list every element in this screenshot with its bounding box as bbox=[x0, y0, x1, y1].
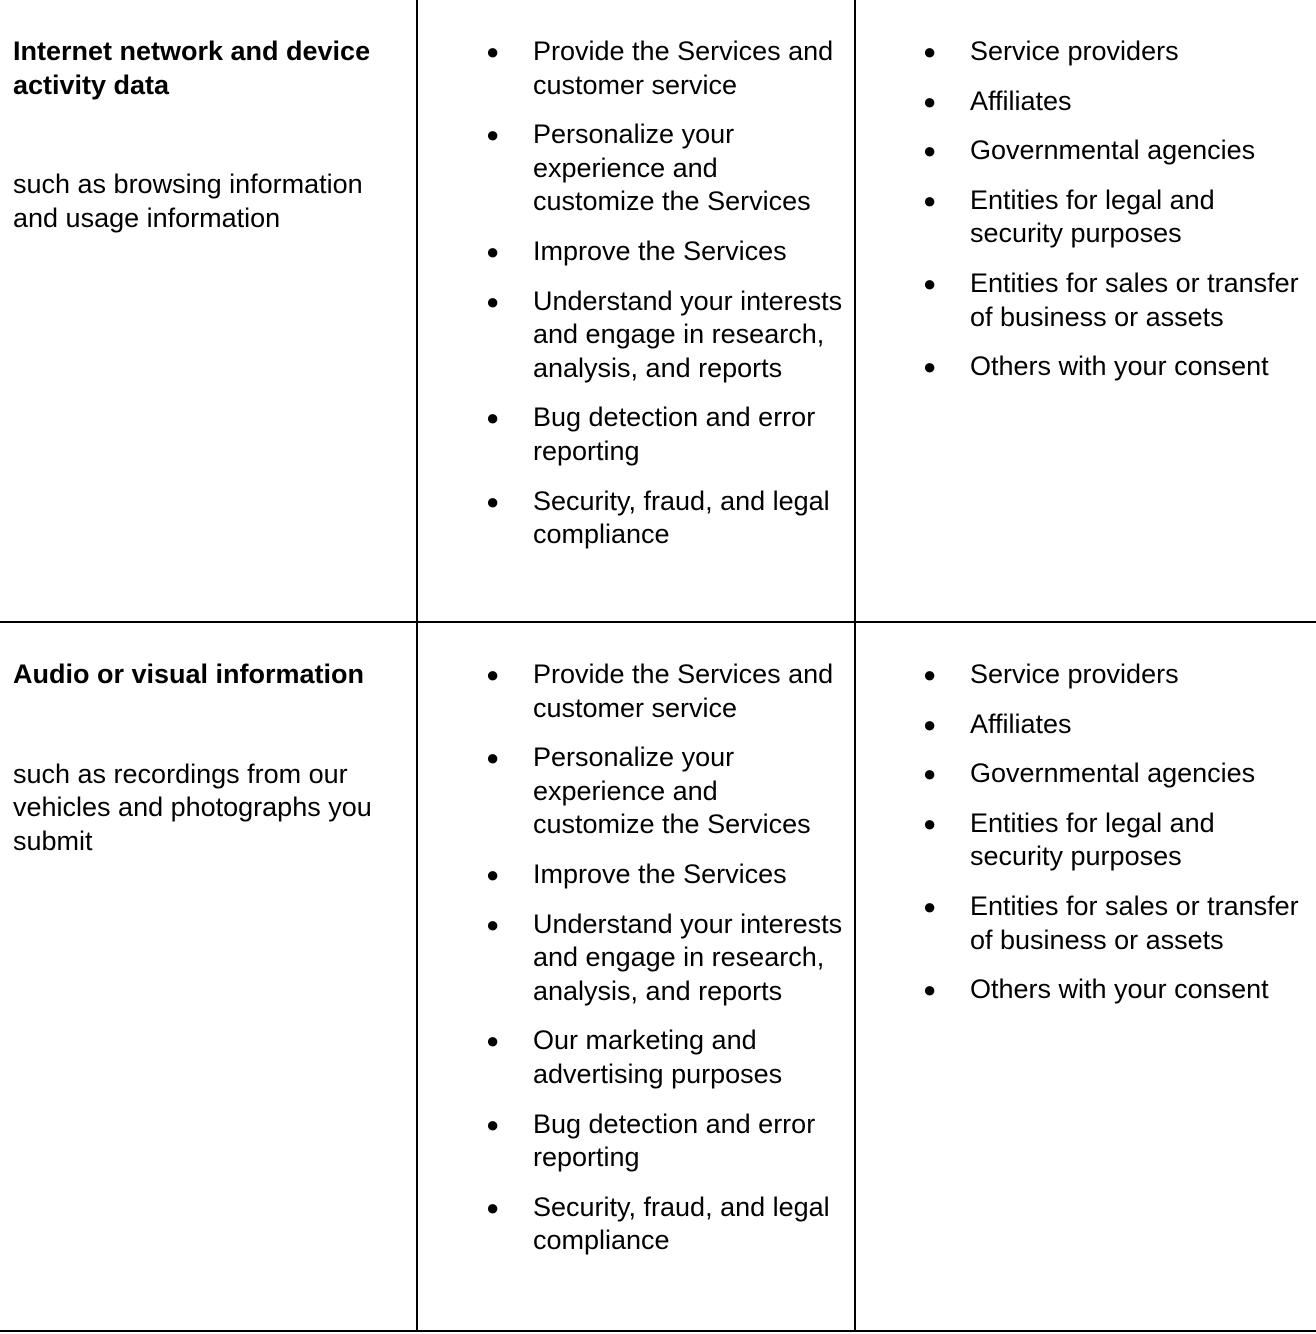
list-item bbox=[418, 1108, 846, 1175]
purposes-cell bbox=[417, 0, 855, 622]
list-item-text: Entities for legal and security purposes bbox=[970, 184, 1215, 249]
list-item bbox=[418, 485, 846, 552]
list-item-text: Our marketing and advertising purposes bbox=[533, 1025, 783, 1089]
list-item bbox=[856, 134, 1310, 168]
bullet-icon: ● bbox=[923, 761, 937, 787]
list-item-text: Service providers bbox=[970, 659, 1179, 689]
list-item bbox=[418, 235, 846, 269]
bullet-icon: ● bbox=[486, 911, 500, 937]
list-item bbox=[418, 35, 846, 102]
recipients-cell bbox=[855, 0, 1316, 622]
purposes-list bbox=[418, 0, 854, 552]
list-item bbox=[418, 908, 846, 1009]
bullet-icon: ● bbox=[923, 270, 937, 296]
category-cell bbox=[0, 622, 417, 1331]
list-item-text: Improve the Services bbox=[533, 858, 787, 889]
list-item-text: Personalize your experience and customize the Services bbox=[533, 119, 811, 217]
bullet-icon: ● bbox=[486, 1194, 500, 1220]
list-item bbox=[418, 118, 846, 219]
bullet-icon: ● bbox=[486, 745, 500, 771]
bullet-icon: ● bbox=[923, 88, 937, 114]
list-item-text: Entities for legal and security purposes bbox=[970, 807, 1215, 872]
bullet-icon: ● bbox=[923, 39, 937, 64]
list-item bbox=[856, 807, 1310, 874]
list-item-text: Personalize your experience and customize the Services bbox=[533, 742, 811, 840]
list-item bbox=[418, 858, 846, 892]
list-item-text: Others with your consent bbox=[970, 351, 1269, 382]
bullet-icon: ● bbox=[923, 810, 937, 836]
list-item-text: Understand your interests and engage in research, analysis, and reports bbox=[533, 908, 843, 1006]
list-item-text: Bug detection and error reporting bbox=[533, 402, 816, 466]
list-item-text: Improve the Services bbox=[533, 235, 787, 266]
bullet-icon: ● bbox=[923, 977, 937, 1003]
list-item-text: Governmental agencies bbox=[970, 135, 1256, 166]
purposes-cell bbox=[417, 622, 855, 1331]
list-item-text: Entities for sales or transfer of business or assets bbox=[970, 890, 1299, 955]
list-item bbox=[418, 401, 846, 468]
recipients-list bbox=[856, 623, 1316, 1007]
bullet-icon: ● bbox=[923, 893, 937, 919]
bullet-icon: ● bbox=[486, 1111, 500, 1137]
table-row bbox=[0, 622, 1316, 1331]
recipients-cell bbox=[855, 622, 1316, 1331]
bullet-icon: ● bbox=[486, 39, 500, 64]
list-item-text: Affiliates bbox=[970, 708, 1072, 739]
bullet-icon: ● bbox=[486, 405, 500, 431]
list-item bbox=[856, 184, 1310, 251]
list-item bbox=[856, 708, 1310, 742]
list-item bbox=[856, 973, 1310, 1007]
bullet-icon: ● bbox=[923, 711, 937, 737]
list-item bbox=[418, 285, 846, 386]
bullet-icon: ● bbox=[923, 187, 937, 213]
list-item bbox=[856, 35, 1310, 69]
category-title: Internet network and device activity data bbox=[13, 36, 371, 100]
list-item-text: Governmental agencies bbox=[970, 758, 1256, 789]
bullet-icon: ● bbox=[486, 662, 500, 687]
bullet-icon: ● bbox=[486, 288, 500, 314]
list-item-text: Provide the Services and customer service bbox=[533, 36, 834, 100]
list-item bbox=[418, 741, 846, 842]
list-item-text: Others with your consent bbox=[970, 974, 1269, 1005]
bullet-icon: ● bbox=[486, 122, 500, 148]
bullet-icon: ● bbox=[486, 238, 500, 264]
list-item-text: Service providers bbox=[970, 36, 1179, 66]
list-item bbox=[856, 757, 1310, 791]
recipients-list bbox=[856, 0, 1316, 384]
list-item bbox=[418, 658, 846, 725]
list-item-text: Security, fraud, and legal compliance bbox=[533, 485, 830, 550]
list-item bbox=[856, 85, 1310, 119]
list-item-text: Understand your interests and engage in research, analysis, and reports bbox=[533, 285, 843, 383]
category-description: such as browsing information and usage information bbox=[13, 169, 363, 233]
list-item-text: Entities for sales or transfer of business or assets bbox=[970, 267, 1299, 332]
list-item bbox=[856, 350, 1310, 384]
bullet-icon: ● bbox=[923, 354, 937, 380]
list-item bbox=[418, 1191, 846, 1258]
list-item bbox=[418, 1024, 846, 1091]
bullet-icon: ● bbox=[923, 662, 937, 687]
bullet-icon: ● bbox=[923, 138, 937, 164]
table-row bbox=[0, 0, 1316, 622]
list-item bbox=[856, 267, 1310, 334]
list-item-text: Security, fraud, and legal compliance bbox=[533, 1191, 830, 1256]
list-item-text: Bug detection and error reporting bbox=[533, 1108, 816, 1173]
bullet-icon: ● bbox=[486, 861, 500, 887]
list-item bbox=[856, 658, 1310, 692]
list-item bbox=[856, 890, 1310, 957]
category-description: such as recordings from our vehicles and photographs you submit bbox=[13, 758, 372, 856]
bullet-icon: ● bbox=[486, 1028, 500, 1054]
category-cell bbox=[0, 0, 417, 622]
list-item-text: Provide the Services and customer service bbox=[533, 659, 834, 723]
list-item-text: Affiliates bbox=[970, 85, 1072, 116]
purposes-list bbox=[418, 623, 854, 1258]
category-title: Audio or visual information bbox=[13, 659, 365, 689]
bullet-icon: ● bbox=[486, 488, 500, 514]
